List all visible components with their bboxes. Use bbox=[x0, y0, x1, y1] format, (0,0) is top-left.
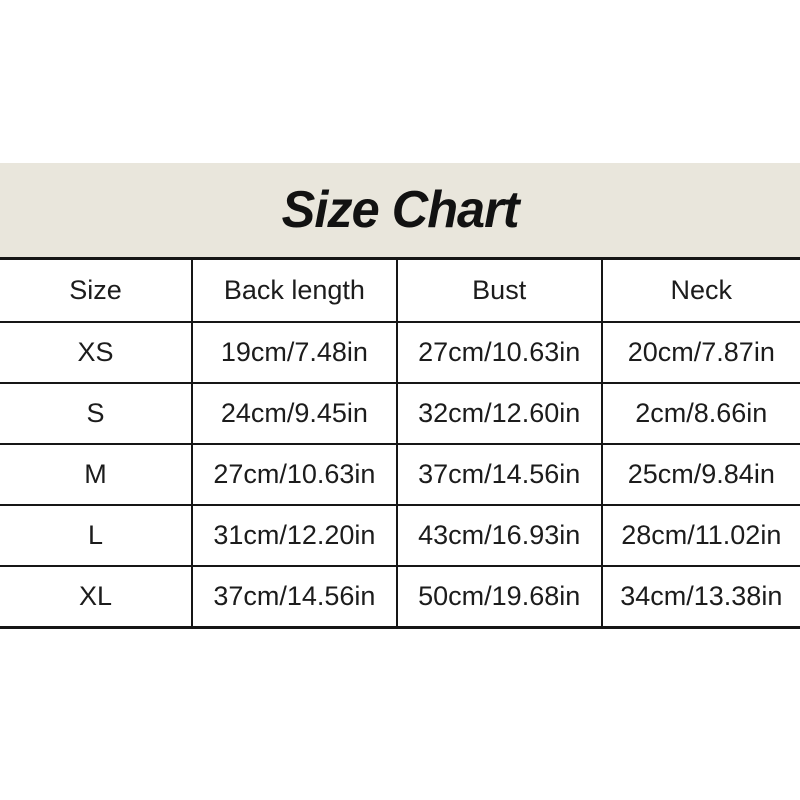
cell-bust: 37cm/14.56in bbox=[397, 444, 602, 505]
cell-size: S bbox=[0, 383, 192, 444]
cell-bust: 43cm/16.93in bbox=[397, 505, 602, 566]
cell-neck: 20cm/7.87in bbox=[602, 322, 800, 383]
cell-back-length: 37cm/14.56in bbox=[192, 566, 397, 628]
cell-bust: 32cm/12.60in bbox=[397, 383, 602, 444]
table-row bbox=[0, 322, 800, 383]
cell-size: M bbox=[0, 444, 192, 505]
table-row bbox=[0, 566, 800, 628]
cell-neck: 34cm/13.38in bbox=[602, 566, 800, 628]
table-row bbox=[0, 444, 800, 505]
size-chart-table bbox=[0, 257, 800, 629]
page-title: Size Chart bbox=[281, 181, 519, 239]
cell-back-length: 31cm/12.20in bbox=[192, 505, 397, 566]
column-header-size: Size bbox=[0, 259, 192, 323]
column-header-bust: Bust bbox=[397, 259, 602, 323]
cell-bust: 50cm/19.68in bbox=[397, 566, 602, 628]
cell-back-length: 27cm/10.63in bbox=[192, 444, 397, 505]
column-header-neck: Neck bbox=[602, 259, 800, 323]
table-header-row bbox=[0, 259, 800, 323]
cell-neck: 25cm/9.84in bbox=[602, 444, 800, 505]
cell-back-length: 24cm/9.45in bbox=[192, 383, 397, 444]
cell-neck: 28cm/11.02in bbox=[602, 505, 800, 566]
cell-neck: 2cm/8.66in bbox=[602, 383, 800, 444]
cell-bust: 27cm/10.63in bbox=[397, 322, 602, 383]
cell-size: XL bbox=[0, 566, 192, 628]
table-row bbox=[0, 505, 800, 566]
column-header-back-length: Back length bbox=[192, 259, 397, 323]
cell-size: XS bbox=[0, 322, 192, 383]
table-row bbox=[0, 383, 800, 444]
cell-back-length: 19cm/7.48in bbox=[192, 322, 397, 383]
cell-size: L bbox=[0, 505, 192, 566]
title-band bbox=[0, 163, 800, 257]
